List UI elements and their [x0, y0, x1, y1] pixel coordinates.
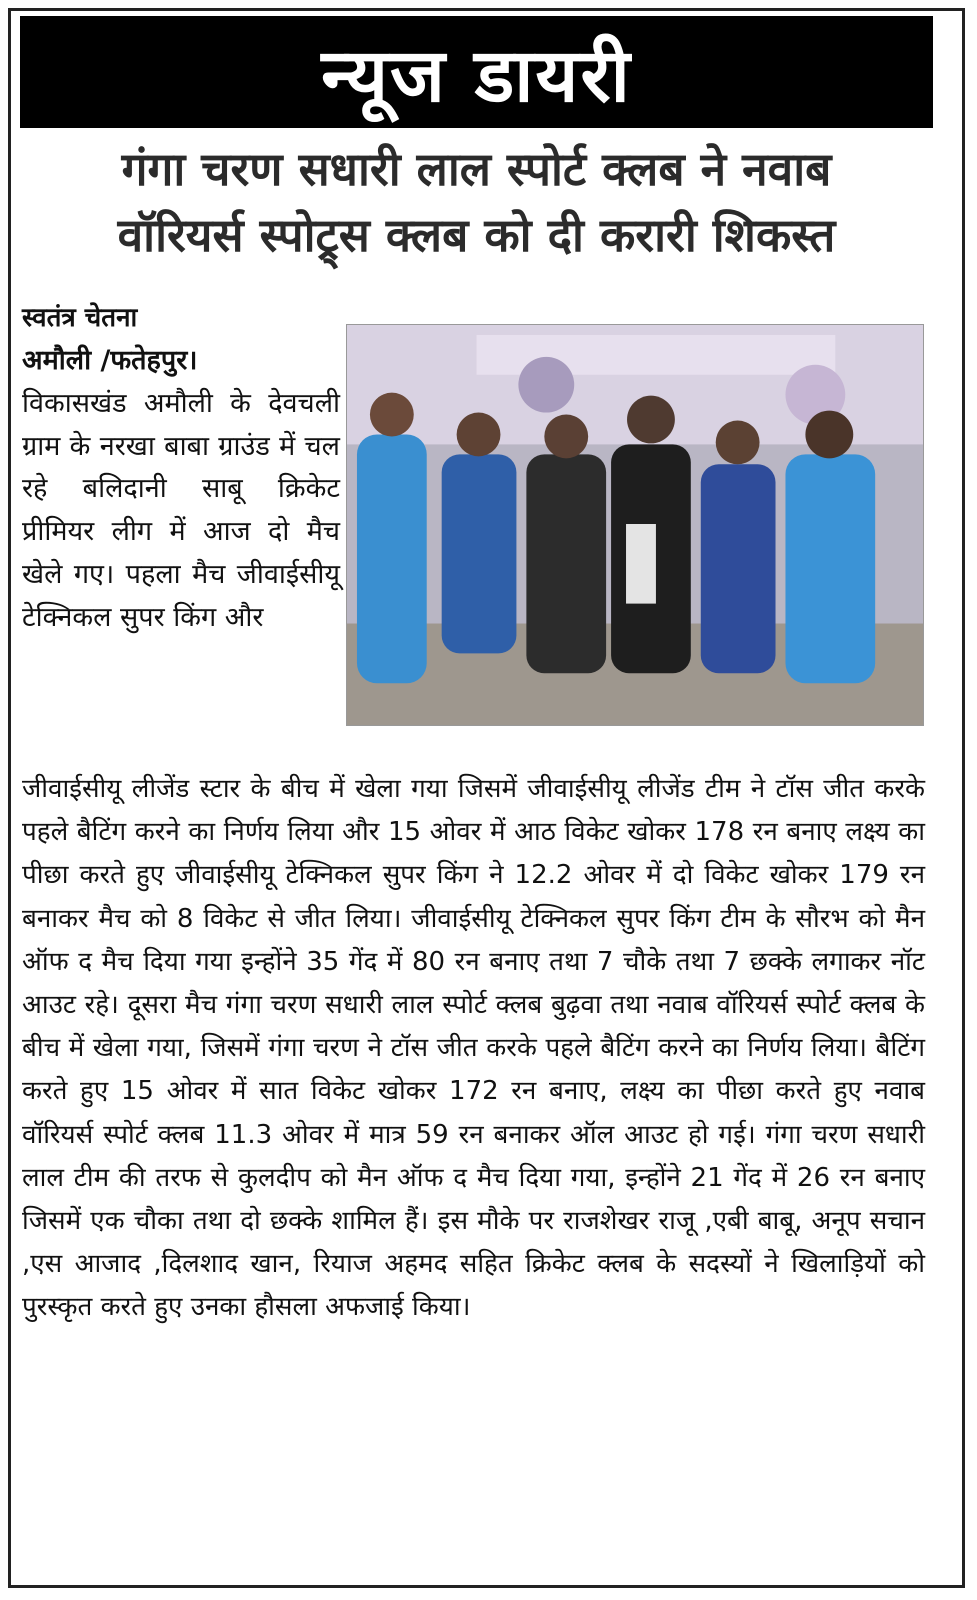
article-source: स्वतंत्र चेतना	[22, 303, 138, 333]
article-lead-text: विकासखंड अमौली के देवचली ग्राम के नरखा बाबा ग्राउंड में चल रहे बलिदानी साबू क्रिकेट प्रीमियर लीग में आज दो मैच खेले गए। पहला मैच जीवाईसीयू टेक्निकल सुपर किंग और	[22, 387, 340, 633]
headline-line-1: गंगा चरण सधारी लाल स्पोर्ट क्लब ने नवाब	[121, 142, 832, 196]
article-dateline: अमौली /फतेहपुर।	[22, 345, 198, 376]
article-lead-column	[22, 340, 340, 640]
article-body	[22, 768, 925, 1330]
headline-line-2: वॉरियर्स स्पोट्र्स क्लब को दी करारी शिकस्त	[117, 208, 836, 262]
article-headline	[20, 136, 933, 268]
masthead-title: न्यूज डायरी	[321, 32, 632, 119]
masthead-banner	[20, 16, 933, 128]
news-photo	[346, 324, 924, 726]
article-body-text: जीवाईसीयू लीजेंड स्टार के बीच में खेला गया जिसमें जीवाईसीयू लीजेंड टीम ने टॉस जीत करके पहले बैटिंग करने का निर्णय लिया और 15 ओवर में आठ विकेट खोकर 178 रन बनाए लक्ष्य का पीछा करते हुए जीवाईसीयू टेक्निकल सुपर किंग ने 12.2 ओवर में दो विकेट खोकर 179 रन बनाकर मैच को 8 विकेट से जीत लिया। जीवाईसीयू टेक्निकल सुपर किंग टीम के सौरभ को मैन ऑफ द मैच दिया गया इन्होंने 35 गेंद में 80 रन बनाए तथा 7 चौके तथा 7 छक्के लगाकर नॉट आउट रहे। दूसरा मैच गंगा चरण सधारी लाल स्पोर्ट क्लब बुढ़वा तथा नवाब वॉरियर्स स्पोर्ट क्लब के बीच में खेला गया, जिसमें गंगा चरण ने टॉस जीत करके पहले बैटिंग करने का निर्णय लिया। बैटिंग करते हुए 15 ओवर में सात विकेट खोकर 172 रन बनाए, लक्ष्य का पीछा करते हुए नवाब वॉरियर्स स्पोर्ट क्लब 11.3 ओवर में मात्र 59 रन बनाकर ऑल आउट हो गई। गंगा चरण सधारी लाल टीम की तरफ से कुलदीप को मैन ऑफ द मैच दिया गया, इन्होंने 21 गेंद में 26 रन बनाए जिसमें एक चौका तथा दो छक्के शामिल हैं। इस मौके पर राजशेखर राजू ,एबी बाबू, अनूप सचान ,एस आजाद ,दिलशाद खान, रियाज अहमद सहित क्रिकेट क्लब के सदस्यों ने खिलाड़ियों को पुरस्कृत करते हुए उनका हौसला अफजाई किया।	[22, 774, 925, 1323]
